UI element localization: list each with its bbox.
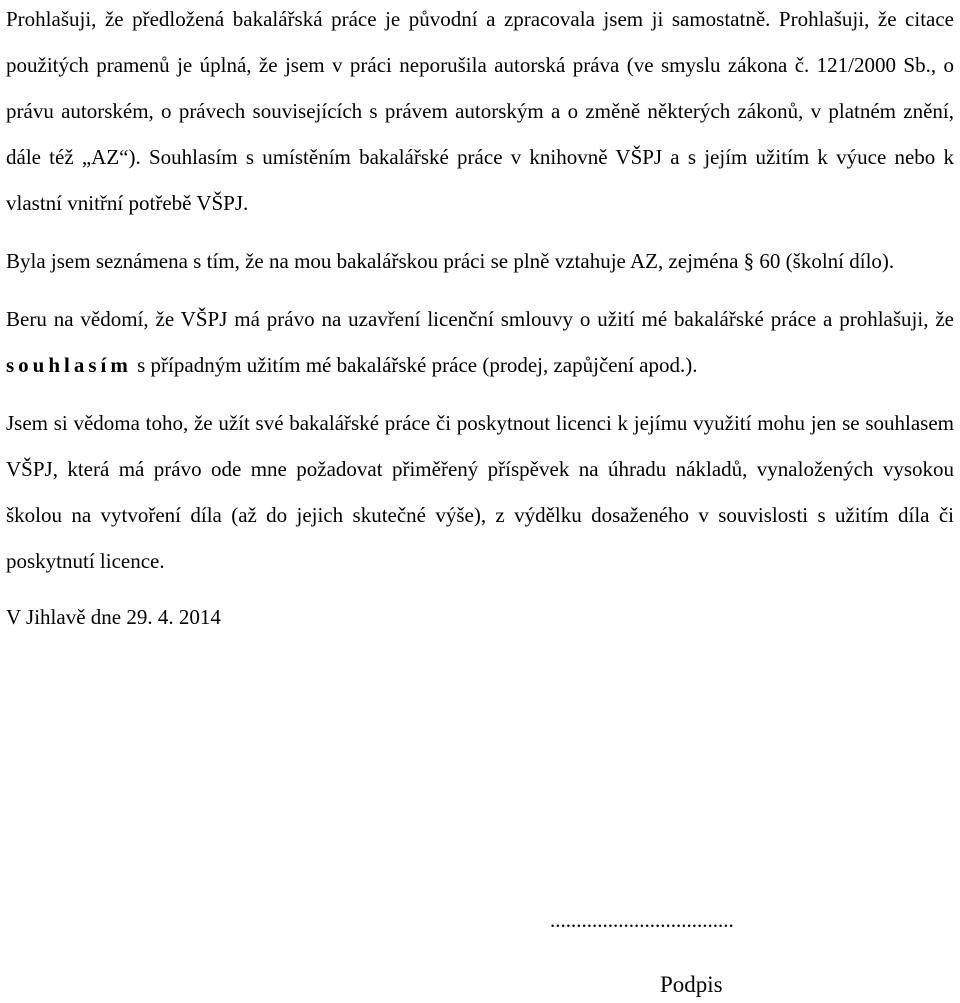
declaration-page [6, 0, 954, 640]
license-text-before: Beru na vědomí, že VŠPJ má právo na uzavření licenční smlouvy o užití mé bakalářské práce a prohlašuji, že [6, 307, 954, 331]
license-consent-emphasis: souhlasím [6, 353, 132, 377]
signature-line: ................................... [550, 908, 734, 932]
declaration-paragraph-copyright: Byla jsem seznámena s tím, že na mou bakalářskou práci se plně vztahuje AZ, zejména § 60 (školní dílo). [6, 249, 895, 273]
date-line: V Jihlavě dne 29. 4. 2014 [6, 605, 221, 629]
signature-label: Podpis [660, 972, 723, 997]
declaration-paragraph-usage: Jsem si vědoma toho, že užít své bakalářské práce či poskytnout licenci k jejímu využití mohu jen se souhlasem VŠPJ, která má právo ode mne požadovat přiměřený příspěvek na úhradu nákladů, vynaložených vysokou školou na vytvoření díla (až do jejich skutečné výše), z výdělku dosaženého v souvislosti s užitím díla či poskytnutí licence. [6, 411, 954, 573]
license-text-after: s případným užitím mé bakalářské práce (prodej, zapůjčení apod.). [131, 353, 698, 377]
declaration-paragraph-originality: Prohlašuji, že předložená bakalářská práce je původní a zpracovala jsem ji samostatně. Prohlašuji, že citace použitých pramenů je úplná, že jsem v práci neporušila autorská práva (ve smyslu zákona č. 121/2000 Sb., o právu autorském, o právech souvisejících s právem autorským a o změně některých zákonů, v platném znění, dále též „AZ“). Souhlasím s umístěním bakalářské práce v knihovně VŠPJ a s jejím užitím k výuce nebo k vlastní vnitřní potřebě VŠPJ. [6, 7, 954, 215]
declaration-paragraph-license [6, 296, 954, 388]
